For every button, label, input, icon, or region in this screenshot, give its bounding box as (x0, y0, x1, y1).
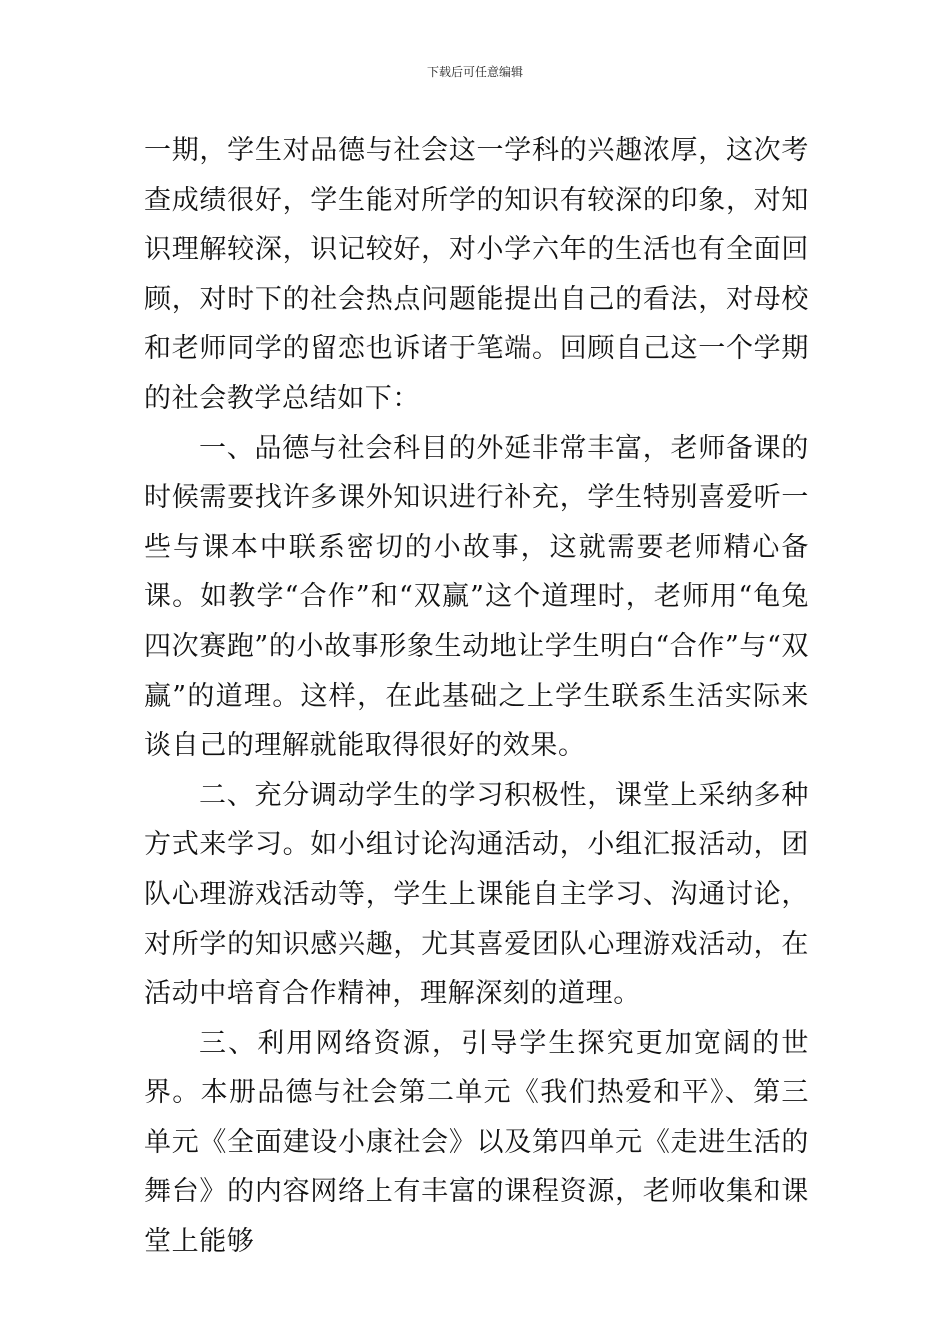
paragraph-point-1: 一、品德与社会科目的外延非常丰富，老师备课的时候需要找许多课外知识进行补充，学生特别喜爱听一些与课本中联系密切的小故事，这就需要老师精心备课。如教学“合作”和“双赢”这个道理时，老师用“龟兔四次赛跑”的小故事形象生动地让学生明白“合作”与“双赢”的道理。这样，在此基础之上学生联系生活实际来谈自己的理解就能取得很好的效果。 (144, 432, 809, 762)
paragraph-intro: 一期，学生对品德与社会这一学科的兴趣浓厚，这次考查成绩很好，学生能对所学的知识有较深的印象，对知识理解较深，识记较好，对小学六年的生活也有全面回顾，对时下的社会热点问题能提出自己的看法，对母校和老师同学的留恋也诉诸于笔端。回顾自己这一个学期的社会教学总结如下： (144, 135, 809, 414)
paragraph-point-2: 二、充分调动学生的学习积极性，课堂上采纳多种方式来学习。如小组讨论沟通活动，小组汇报活动，团队心理游戏活动等，学生上课能自主学习、沟通讨论，对所学的知识感兴趣，尤其喜爱团队心理游戏活动，在活动中培育合作精神，理解深刻的道理。 (144, 779, 809, 1010)
paragraph-point-3: 三、利用网络资源，引导学生探究更加宽阔的世界。本册品德与社会第二单元《我们热爱和平》、第三单元《全面建设小康社会》以及第四单元《走进生活的舞台》的内容网络上有丰富的课程资源，老师收集和课堂上能够 (144, 1027, 809, 1258)
document-body (144, 126, 809, 1267)
header-note: 下载后可任意编辑 (426, 65, 523, 79)
page-header (0, 64, 950, 80)
